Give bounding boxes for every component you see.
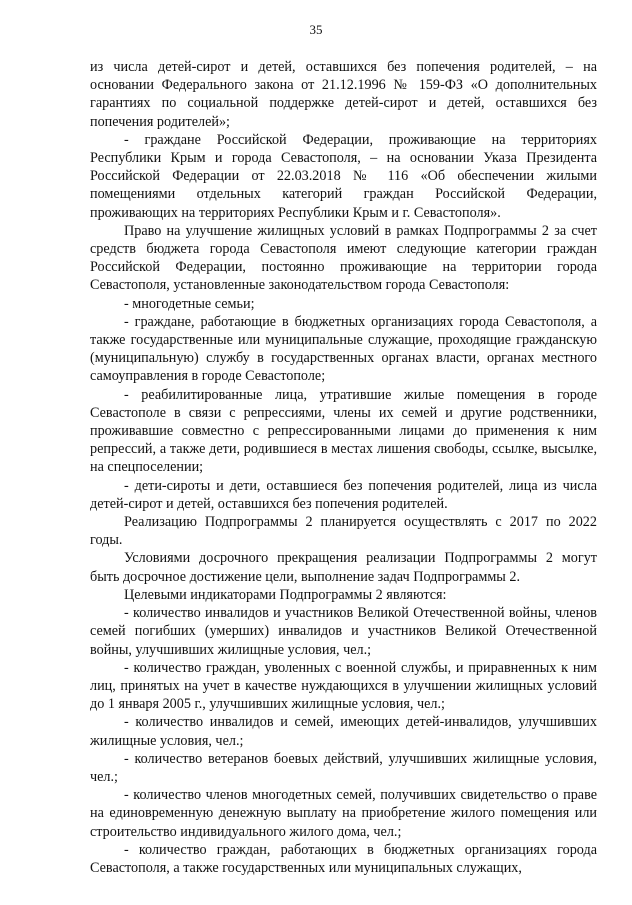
paragraph-eligible-categories-intro: Право на улучшение жилищных условий в рамках Подпрограммы 2 за счет средств бюджета города Севастополя имеют следующие категории граждан Российской Федерации, постоянно проживающие на территории города Севастополя, установленные законодательством города Севастополя: xyxy=(90,222,597,294)
paragraph-implementation-period: Реализацию Подпрограммы 2 планируется осуществлять с 2017 по 2022 годы. xyxy=(90,514,597,549)
paragraph-crimea-citizens: - граждане Российской Федерации, проживающие на территориях Республики Крым и города Севастополя, – на основании Указа Президента Российской Федерации от 22.03.2018 № 116 «Об обеспечении жилыми помещениями отдельных категорий граждан Российской Федерации, проживающих на территориях Республики Крым и г. Севастополя». xyxy=(90,131,597,221)
document-body xyxy=(90,58,597,877)
paragraph-early-termination: Условиями досрочного прекращения реализации Подпрограммы 2 могут быть досрочное достижение цели, выполнение задач Подпрограммы 2. xyxy=(90,550,597,585)
indicator-public-sector-workers: - количество граждан, работающих в бюджетных организациях города Севастополя, а также государственных или муниципальных служащих, xyxy=(90,841,597,876)
indicator-large-families-payment: - количество членов многодетных семей, получивших свидетельство о праве на единовременную денежную выплату на приобретение жилого помещения или строительство индивидуального жилого дома, чел.; xyxy=(90,787,597,840)
list-item-public-sector-workers: - граждане, работающие в бюджетных организациях города Севастополя, а также государственные или муниципальные служащие, проходящие гражданскую (муниципальную) службу в государственных органах власти, органах местного самоуправления в городе Севастополе; xyxy=(90,313,597,385)
paragraph-continuation-orphans: из числа детей-сирот и детей, оставшихся без попечения родителей, – на основании Федерального закона от 21.12.1996 № 159-ФЗ «О дополнительных гарантиях по социальной поддержке детей-сирот и детей, оставшихся без попечения родителей»; xyxy=(90,59,597,130)
list-item-orphans: - дети-сироты и дети, оставшиеся без попечения родителей, лица из числа детей-сирот и детей, оставшихся без попечения родителей. xyxy=(90,477,597,512)
indicator-discharged-military: - количество граждан, уволенных с военной службы, и приравненных к ним лиц, принятых на учет в качестве нуждающихся в улучшении жилищных условий до 1 января 2005 г., улучшивших жилищные условия, чел.; xyxy=(90,659,597,713)
list-item-large-families: - многодетные семьи; xyxy=(124,295,255,312)
indicator-war-veterans: - количество инвалидов и участников Великой Отечественной войны, членов семей погибших (умерших) инвалидов и участников Великой Отечественной войны, улучшивших жилищные условия, чел.; xyxy=(90,605,597,658)
list-item-rehabilitated-persons: - реабилитированные лица, утратившие жилые помещения в городе Севастополе в связи с репрессиями, члены их семей и другие родственники, проживавшие совместно с репрессированными лицами до применения к ним репрессий, а также дети, родившиеся в местах лишения свободы, ссылке, высылке, на спецпоселении; xyxy=(90,386,597,476)
paragraph-indicators-intro: Целевыми индикаторами Подпрограммы 2 являются: xyxy=(124,586,447,603)
indicator-combat-veterans: - количество ветеранов боевых действий, улучшивших жилищные условия, чел.; xyxy=(90,750,597,785)
page-number: 35 xyxy=(309,22,323,37)
indicator-disabled-families: - количество инвалидов и семей, имеющих детей-инвалидов, улучшивших жилищные условия, чел.; xyxy=(90,714,597,749)
